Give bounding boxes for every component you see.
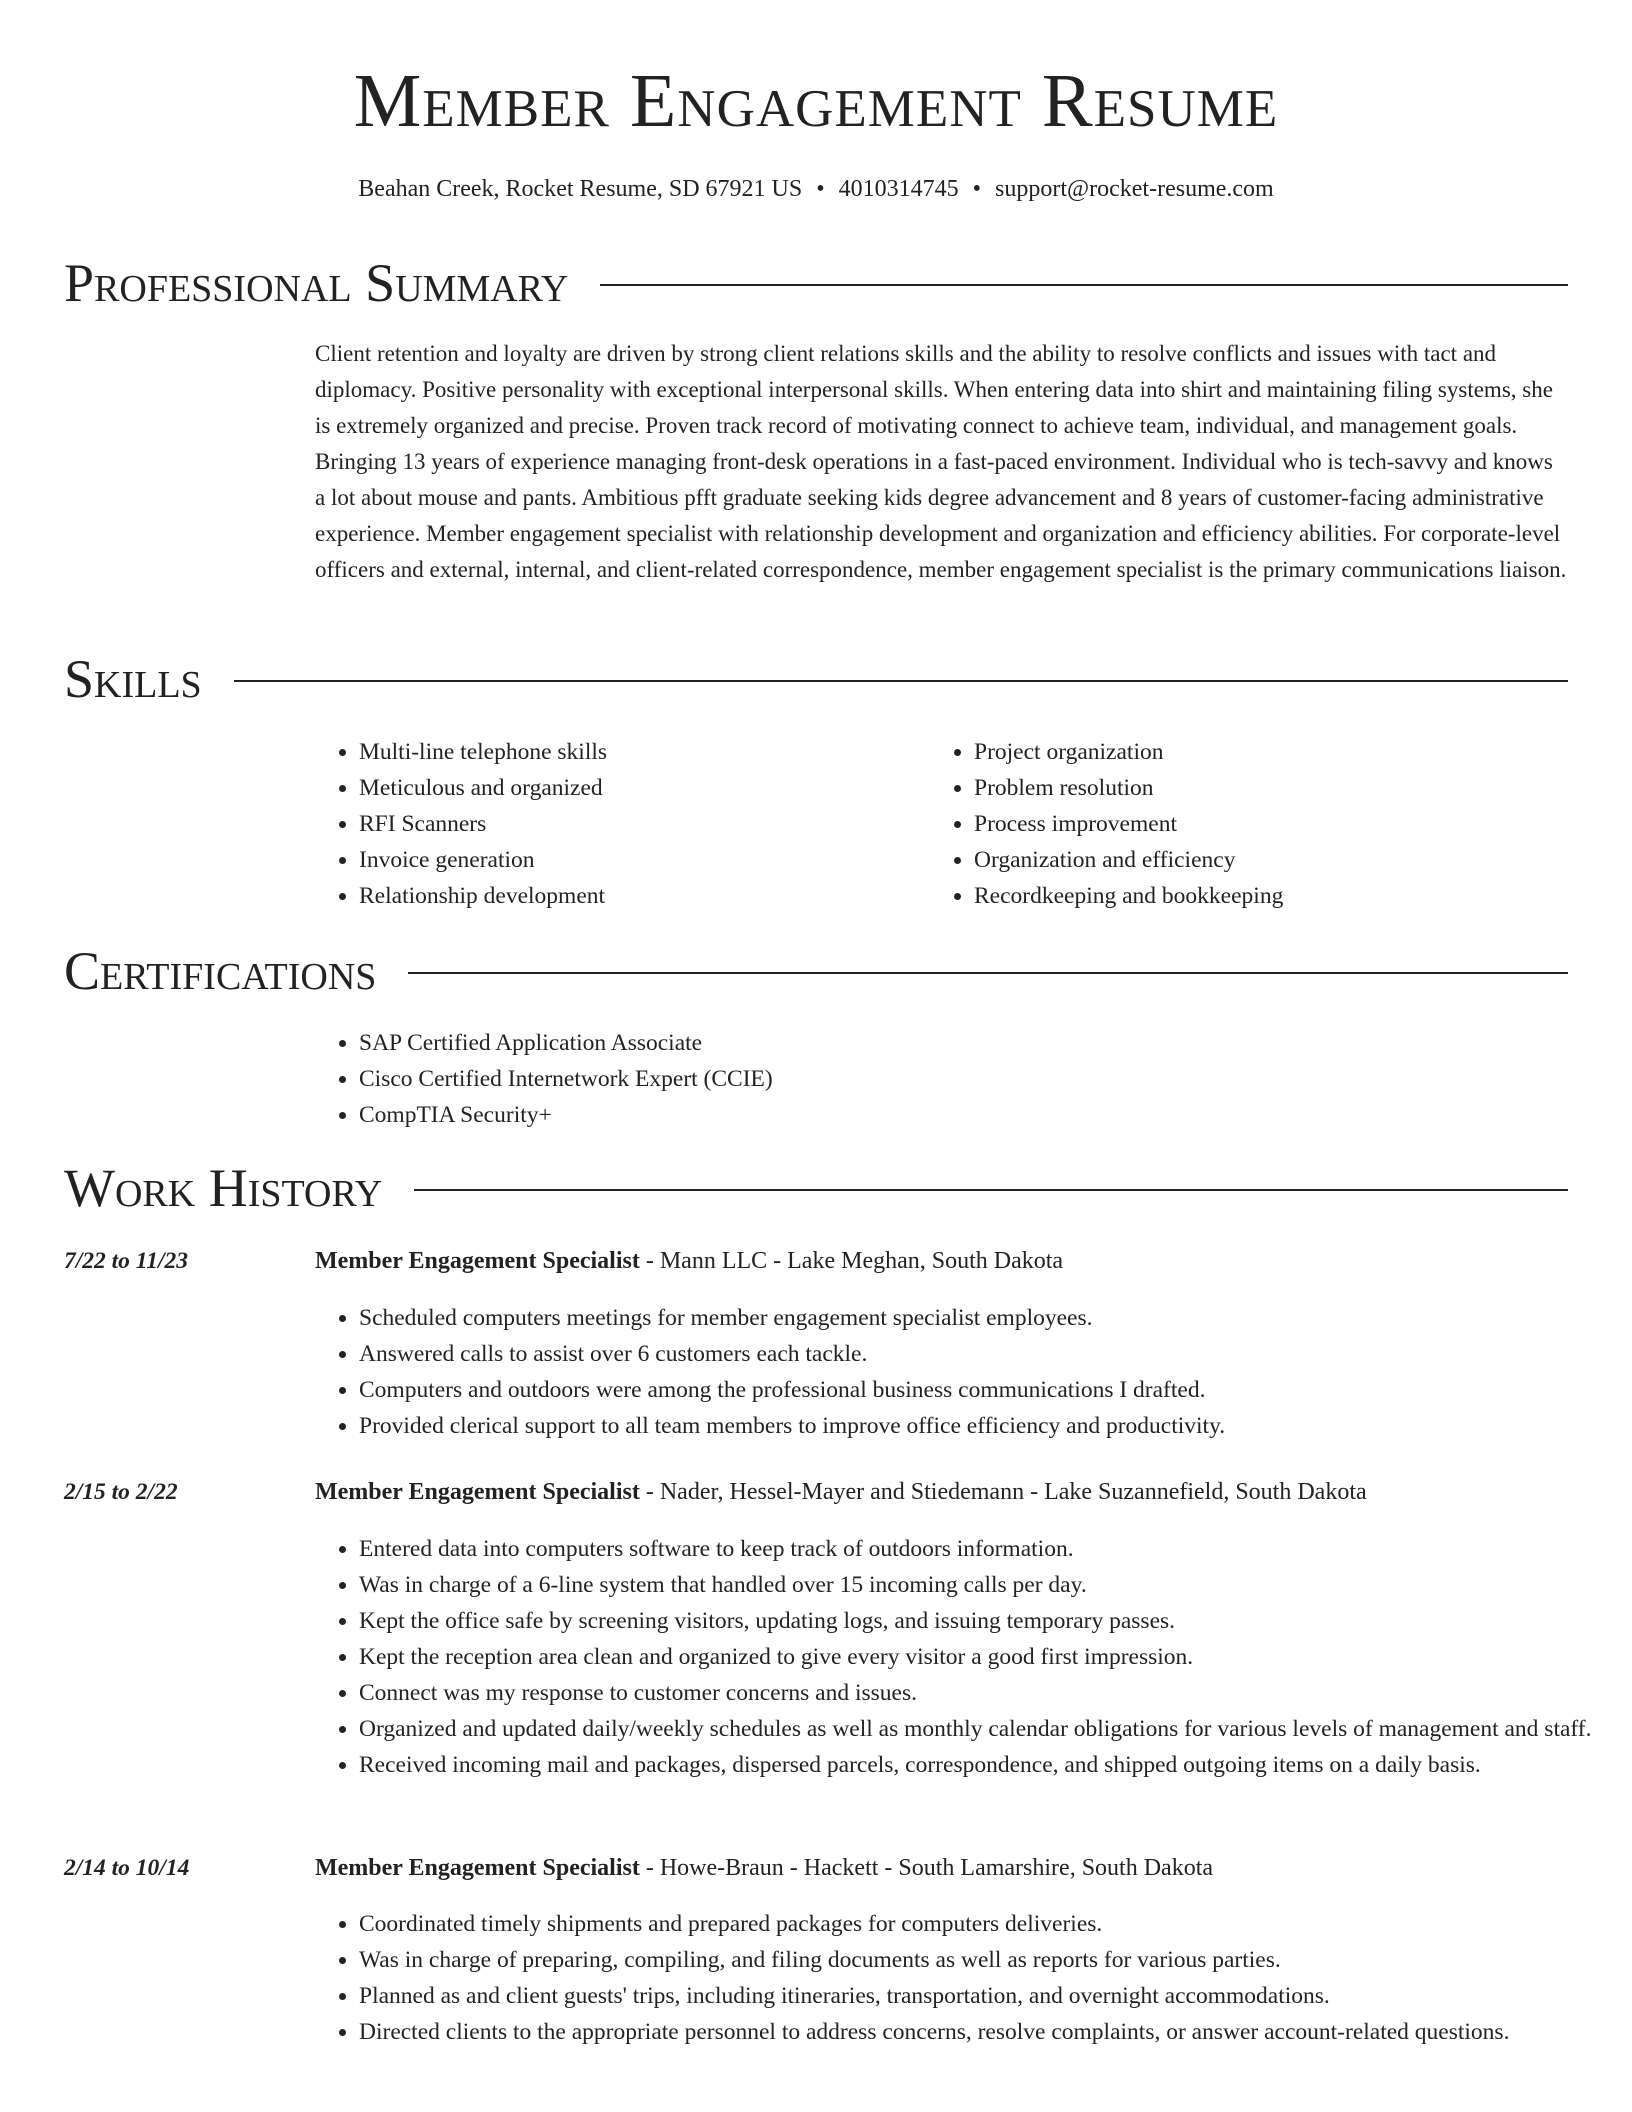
- work-section-header: [64, 1157, 1568, 1219]
- job-bullets: [315, 1531, 1612, 1783]
- certifications-list: [315, 1025, 1159, 1133]
- job-bullet: • Received incoming mail and packages, dispersed parcels, correspondence, and shipped outgoing items on a daily basis.: [359, 1747, 1612, 1783]
- job-bullet: • Answered calls to assist over 6 customers each tackle.: [359, 1336, 1612, 1372]
- contact-separator: •: [816, 176, 825, 202]
- certifications-heading: Certifications: [64, 941, 377, 1001]
- section-divider: [414, 1189, 1568, 1191]
- resume-title: Member Engagement Resume: [353, 59, 1279, 143]
- contact-email[interactable]: support@rocket-resume.com: [995, 176, 1274, 202]
- job-bullet: • Coordinated timely shipments and prepared packages for computers deliveries.: [359, 1906, 1612, 1942]
- job-bullet: • Provided clerical support to all team members to improve office efficiency and productivity.: [359, 1408, 1612, 1444]
- skills-list-right: [930, 734, 1534, 914]
- summary-heading: Professional Summary: [64, 253, 569, 313]
- job-bullet: • Entered data into computers software to keep track of outdoors information.: [359, 1531, 1612, 1567]
- skill-item: • Recordkeeping and bookkeeping: [974, 878, 1534, 914]
- job-title: Member Engagement Specialist: [315, 1479, 640, 1505]
- certification-item: • Cisco Certified Internetwork Expert (CCIE): [359, 1061, 1159, 1097]
- contact-separator: •: [972, 176, 982, 202]
- skills-section-header: [64, 648, 1568, 710]
- section-divider: [600, 284, 1568, 286]
- job-bullet: • Was in charge of a 6-line system that handled over 15 incoming calls per day.: [359, 1567, 1612, 1603]
- work-heading: Work History: [64, 1158, 383, 1218]
- job-details: - Nader, Hessel-Mayer and Stiedemann - Lake Suzannefield, South Dakota: [639, 1479, 1367, 1505]
- certification-item: • SAP Certified Application Associate: [359, 1025, 1159, 1061]
- section-divider: [234, 680, 1568, 682]
- job-title: Member Engagement Specialist: [315, 1248, 640, 1274]
- job-bullet: • Kept the office safe by screening visitors, updating logs, and issuing temporary passes.: [359, 1603, 1612, 1639]
- skill-item: • Meticulous and organized: [359, 770, 919, 806]
- skill-item: • Organization and efficiency: [974, 842, 1534, 878]
- job-bullet: • Organized and updated daily/weekly schedules as well as monthly calendar obligations for various levels of management and staff.: [359, 1711, 1612, 1747]
- job-heading: [315, 1248, 1568, 1275]
- skill-item: • Project organization: [974, 734, 1534, 770]
- job-dates: 7/22 to 11/23: [64, 1248, 189, 1274]
- job-details: - Mann LLC - Lake Meghan, South Dakota: [639, 1248, 1064, 1274]
- skill-item: • Process improvement: [974, 806, 1534, 842]
- certification-item: • CompTIA Security+: [359, 1097, 1159, 1133]
- job-title: Member Engagement Specialist: [315, 1855, 640, 1881]
- job-dates: 2/14 to 10/14: [64, 1855, 190, 1881]
- skills-list-left: [315, 734, 919, 914]
- contact-phone: 4010314745: [838, 176, 959, 202]
- contact-address: Beahan Creek, Rocket Resume, SD 67921 US: [358, 176, 803, 202]
- job-heading: [315, 1855, 1568, 1882]
- job-details: - Howe-Braun - Hackett - South Lamarshire, South Dakota: [639, 1855, 1214, 1881]
- job-bullet: • Was in charge of preparing, compiling, and filing documents as well as reports for various parties.: [359, 1942, 1612, 1978]
- summary-section-header: [64, 252, 1568, 314]
- job-bullet: • Directed clients to the appropriate personnel to address concerns, resolve complaints, or answer account-related questions.: [359, 2014, 1612, 2050]
- job-bullet: • Kept the reception area clean and organized to give every visitor a good first impression.: [359, 1639, 1612, 1675]
- job-bullet: • Planned as and client guests' trips, including itineraries, transportation, and overnight accommodations.: [359, 1978, 1612, 2014]
- section-divider: [408, 972, 1568, 974]
- skills-heading: Skills: [64, 649, 202, 709]
- job-bullets: [315, 1906, 1612, 2050]
- skill-item: • RFI Scanners: [359, 806, 919, 842]
- summary-text: Client retention and loyalty are driven by strong client relations skills and the ability to resolve conflicts and issues with tact and diplomacy. Positive personality with exceptional interpersonal skills. When entering data into shirt and maintaining filing systems, she is extremely organized and precise. Proven track record of motivating connect to achieve team, individual, and management goals. Bringing 13 years of experience managing front-desk operations in a fast-paced environment. Individual who is tech-savvy and knows a lot about mouse and pants. Ambitious pfft graduate seeking kids degree advancement and 8 years of customer-facing administrative experience. Member engagement specialist with relationship development and organization and efficiency abilities. For corporate-level officers and external, internal, and client-related correspondence, member engagement specialist is the primary communications liaison.: [315, 341, 1567, 582]
- certifications-section-header: [64, 940, 1568, 1002]
- skill-item: • Problem resolution: [974, 770, 1534, 806]
- skill-item: • Multi-line telephone skills: [359, 734, 919, 770]
- skill-item: • Relationship development: [359, 878, 919, 914]
- job-heading: [315, 1479, 1568, 1506]
- contact-line: [64, 176, 1568, 203]
- job-bullet: • Computers and outdoors were among the professional business communications I drafted.: [359, 1372, 1612, 1408]
- job-bullet: • Scheduled computers meetings for member engagement specialist employees.: [359, 1300, 1612, 1336]
- skill-item: • Invoice generation: [359, 842, 919, 878]
- job-bullets: [315, 1300, 1612, 1444]
- job-dates: 2/15 to 2/22: [64, 1479, 178, 1505]
- job-bullet: • Connect was my response to customer concerns and issues.: [359, 1675, 1612, 1711]
